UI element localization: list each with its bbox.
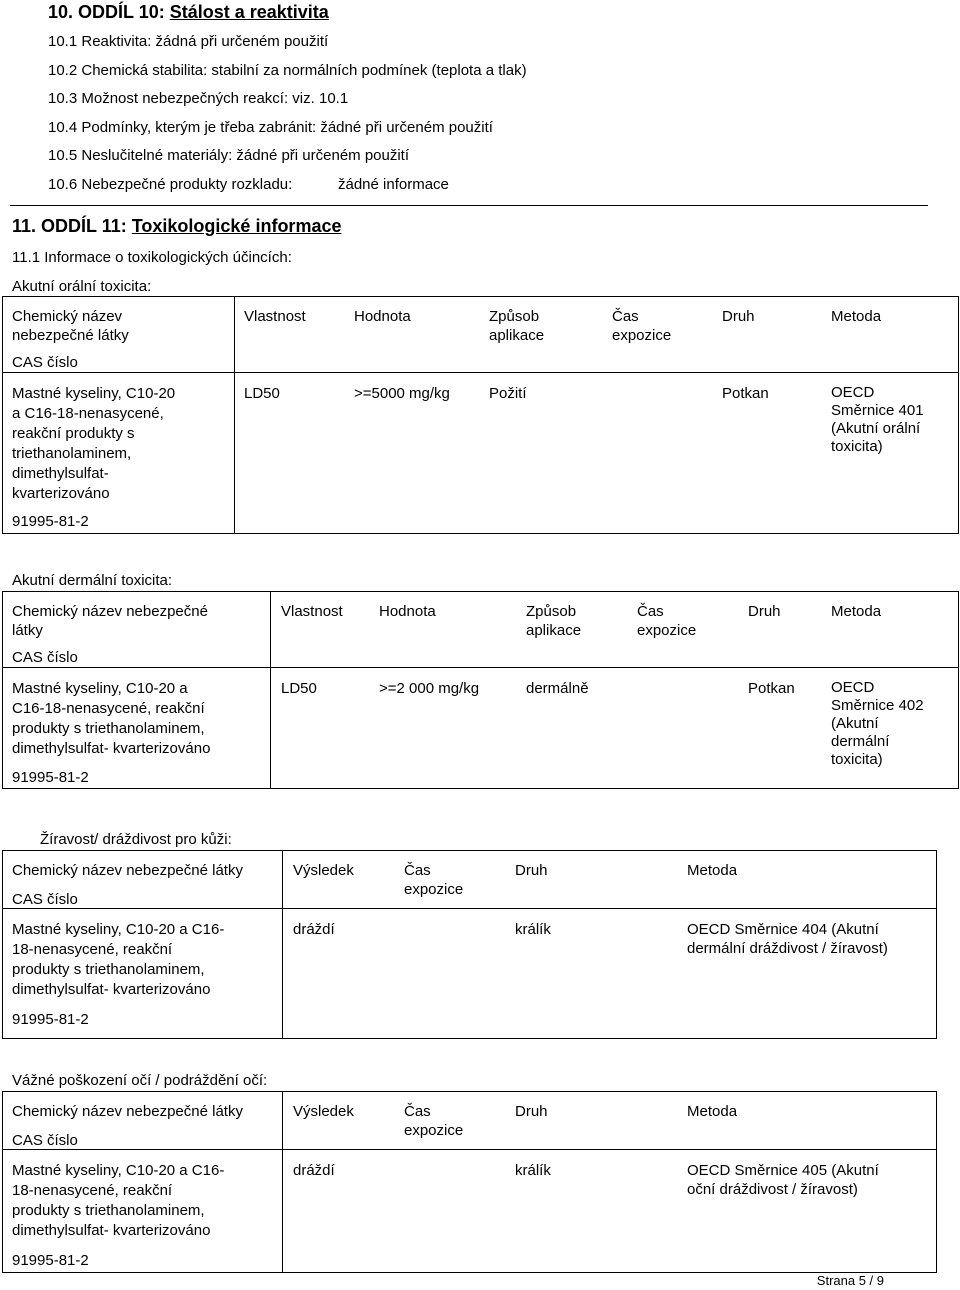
table-header-row [3,592,959,668]
header-species: Druh [748,603,781,620]
header-exposure-time: Čas expozice [404,862,464,898]
table-row [3,373,959,534]
row-species: králík [515,921,551,938]
skin-irritation-label: Žíravost/ dráždivost pro kůži: [40,831,232,848]
header-cas-number: CAS číslo [12,649,78,666]
row-cas-number: 91995-81-2 [12,513,89,530]
section-10-line-4: 10.4 Podmínky, kterým je třeba zabránit: žádné při určeném použití [48,119,493,136]
row-chemical-name: Mastné kyseliny, C10-20 a C16-18-nenasycené, reakční produkty s triethanolaminem, dimethylsulfat- kvarterizováno [12,385,176,502]
section-11-subheading: 11.1 Informace o toxikologických účincích: [12,249,292,266]
table-header-row [3,851,937,909]
row-chemical-name: Mastné kyseliny, C10-20 a C16- 18-nenasycené, reakční produkty s triethanolaminem, dimethylsulfat- kvarterizováno [12,921,225,998]
table-header-row [3,297,959,373]
header-method: Metoda [831,308,882,325]
header-value: Hodnota [379,603,436,620]
row-value: >=2 000 mg/kg [379,680,480,697]
header-species: Druh [515,862,548,879]
section-11-heading-prefix: 11. ODDÍL 11: [12,216,127,236]
row-chemical-name: Mastné kyseliny, C10-20 a C16- 18-nenasycené, reakční produkty s triethanolaminem, dimethylsulfat- kvarterizováno [12,1162,225,1239]
row-result: dráždí [293,921,335,938]
header-species: Druh [515,1103,548,1120]
section-11-heading-title: Toxikologické informace [131,216,342,236]
table-row [3,1150,937,1273]
section-10-line-5: 10.5 Neslučitelné materiály: žádné při určeném použití [48,147,410,164]
row-property: LD50 [244,385,280,402]
row-method: OECD Směrnice 405 (Akutní oční dráždivost / žíravost) [687,1162,879,1198]
section-10-line-1: 10.1 Reaktivita: žádná při určeném použití [48,33,329,50]
row-method: OECD Směrnice 401 (Akutní orální toxicita) [831,384,924,455]
header-method: Metoda [831,603,882,620]
row-species: Potkan [722,385,769,402]
section-10-heading-prefix: 10. ODDÍL 10: [48,2,165,22]
section-10-heading [48,2,329,23]
header-value: Hodnota [354,308,411,325]
section-divider [10,205,928,206]
eye-irritation-label: Vážné poškození očí / podráždění očí: [12,1072,268,1089]
section-10-line-3: 10.3 Možnost nebezpečných reakcí: viz. 10.1 [48,90,349,107]
page-number: Strana 5 / 9 [816,1273,884,1288]
row-species: Potkan [748,680,795,697]
table-row [3,909,937,1039]
section-10-line-6-label: 10.6 Nebezpečné produkty rozkladu: [48,176,293,193]
header-exposure-time: Čas expozice [404,1103,464,1139]
row-cas-number: 91995-81-2 [12,1252,89,1269]
row-method: OECD Směrnice 402 (Akutní dermální toxicita) [831,679,924,768]
header-chemical-name: Chemický název nebezpečné látky [12,308,129,344]
header-result: Výsledek [293,1103,354,1120]
dermal-toxicity-label: Akutní dermální toxicita: [12,572,173,589]
header-result: Výsledek [293,862,354,879]
header-method: Metoda [687,1103,738,1120]
header-chemical-name: Chemický název nebezpečné látky [12,862,243,879]
skin-irritation-table [2,850,937,1039]
header-cas-number: CAS číslo [12,1132,78,1149]
table-row [3,668,959,789]
row-route: dermálně [526,680,589,697]
oral-toxicity-table [2,296,959,534]
row-chemical-name: Mastné kyseliny, C10-20 a C16-18-nenasycené, reakční produkty s triethanolaminem, dimethylsulfat- kvarterizováno [12,680,211,757]
header-cas-number: CAS číslo [12,891,78,908]
section-11-heading [12,216,341,237]
row-route: Požití [489,385,527,402]
row-cas-number: 91995-81-2 [12,1011,89,1028]
row-species: králík [515,1162,551,1179]
row-method: OECD Směrnice 404 (Akutní dermální dráždivost / žíravost) [687,921,888,957]
row-result: dráždí [293,1162,335,1179]
section-10-line-6-value: žádné informace [338,176,449,193]
header-property: Vlastnost [281,603,343,620]
header-route: Způsob aplikace [489,308,545,344]
eye-irritation-table [2,1091,937,1273]
section-10-heading-title: Stálost a reaktivita [169,2,329,22]
header-exposure-time: Čas expozice [612,308,672,344]
oral-toxicity-label: Akutní orální toxicita: [12,278,152,295]
header-cas-number: CAS číslo [12,354,78,371]
header-chemical-name: Chemický název nebezpečné látky [12,603,208,639]
section-10-line-2: 10.2 Chemická stabilita: stabilní za normálních podmínek (teplota a tlak) [48,62,527,79]
header-route: Způsob aplikace [526,603,582,639]
dermal-toxicity-table [2,591,959,789]
header-method: Metoda [687,862,738,879]
header-exposure-time: Čas expozice [637,603,697,639]
header-chemical-name: Chemický název nebezpečné látky [12,1103,243,1120]
header-species: Druh [722,308,755,325]
table-header-row [3,1092,937,1150]
row-property: LD50 [281,680,317,697]
row-cas-number: 91995-81-2 [12,769,89,786]
header-property: Vlastnost [244,308,306,325]
row-value: >=5000 mg/kg [354,385,450,402]
